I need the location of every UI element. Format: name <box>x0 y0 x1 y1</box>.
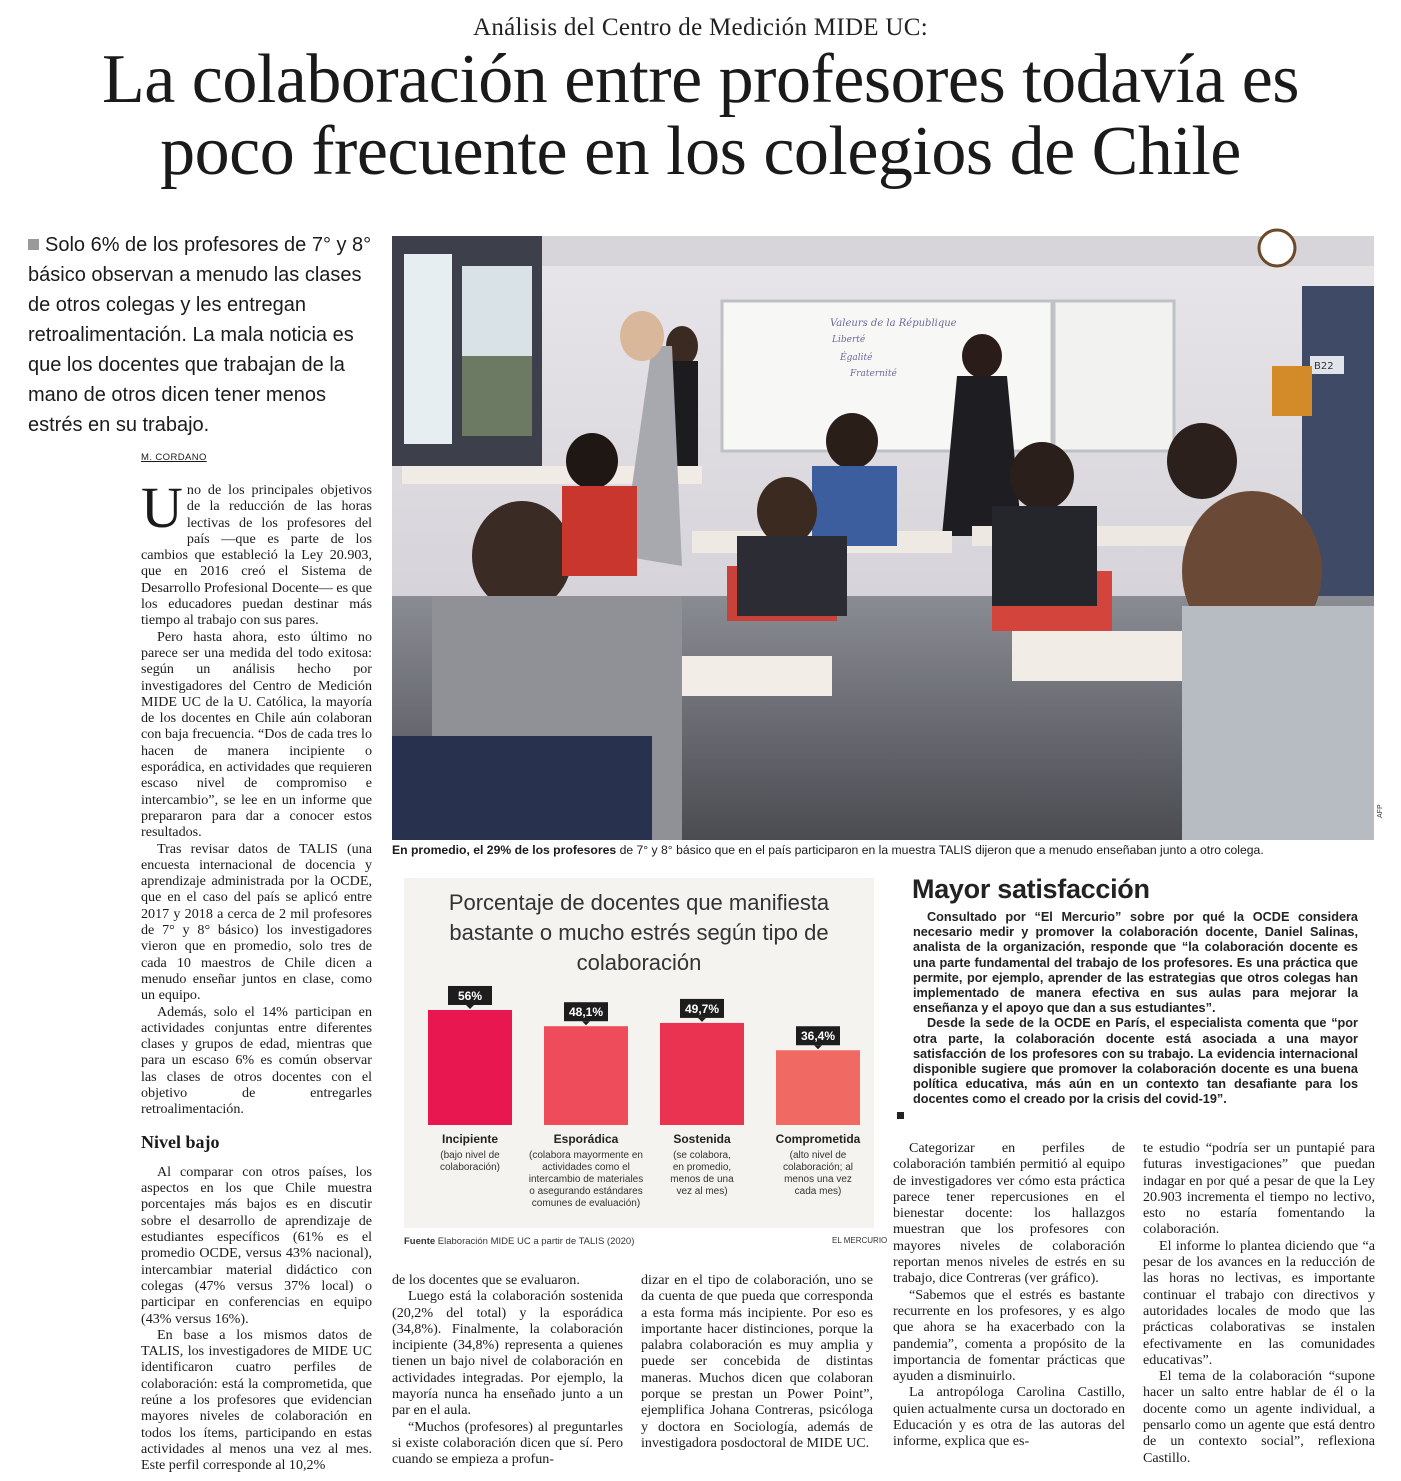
bar-chart <box>404 970 874 1130</box>
category-note-line: actividades como el <box>542 1162 630 1173</box>
photo-caption-bold: En promedio, el 29% de los profesores <box>392 843 617 857</box>
category-comprometida <box>768 1132 868 1198</box>
data-label: 49,7% <box>684 1001 720 1016</box>
category-note-line: (alto nivel de <box>789 1150 847 1161</box>
photo-credit: AFP <box>1377 804 1384 818</box>
chart-source <box>404 1236 634 1247</box>
chart-title-line-2: bastante o mucho estrés según tipo de <box>449 920 829 945</box>
sidebar-paragraph-2: Desde la sede de la OCDE en París, el especialista comenta que “por otra parte, la colaboración docente está asociada a una mayor satisfacción de los profesores con su trabajo. La evidencia internacional disponible sugiere que promover la colaboración docente es una buena política educativa, más aún en un contexto tan desafiante para los docentes como el creado por la crisis del covid-19”. <box>913 1016 1358 1107</box>
category-incipiente <box>420 1132 520 1174</box>
category-esporádica <box>516 1132 656 1210</box>
board-item-1: Liberté <box>832 335 866 345</box>
col1-paragraph-4: Además, solo el 14% participan en actividades conjuntas entre diferentes clases y grupos de edad, mientras que para un escaso 6% es común observar las clases de otros docentes con el objetivo de entregarles retroalimentación. <box>141 1003 372 1118</box>
headline-line-2: poco frecuente en los colegios de Chile <box>160 113 1241 190</box>
category-note <box>516 1150 656 1210</box>
category-note-line: colaboración) <box>439 1162 501 1173</box>
chart-publisher: EL MERCURIO <box>832 1236 888 1245</box>
category-note-line: o asegurando estándares <box>529 1186 643 1197</box>
data-label: 48,1% <box>568 1005 604 1020</box>
col4-paragraph-3: La antropóloga Carolina Castillo, quien actualmente cursa un doctorado en Educación y es otra de las autoras del informe, explica que es- <box>893 1384 1125 1450</box>
category-note-line: colaboración; al <box>782 1162 854 1173</box>
data-label-pointer <box>698 1018 706 1022</box>
category-note-line: (se colabora, <box>673 1150 731 1161</box>
col2-paragraph-2: Luego está la colaboración sostenida (20,2% del total) y la esporádica (34,8%). Finalmente, la colaboración incipiente (34,8%) representa a quienes tienen un bajo nivel de colaboración en actividades integradas. Por ejemplo, la mayoría nunca ha enseñado junto a un par en el aula. <box>392 1288 623 1419</box>
data-label: 56% <box>457 988 483 1003</box>
col1-paragraph-3: Tras revisar datos de TALIS (una encuesta internacional de docencia y aprendizaje administrada por la OCDE, que en el caso del país se aplicó entre 2017 y 2018 a cerca de 2 mil profesores de 7° y 8° básico) los investigadores vieron que en promedio, solo tres de cada 10 maestros de Chile dicen a menudo enseñar juntos en clase, como un equipo. <box>141 840 372 1004</box>
category-note <box>768 1150 868 1198</box>
col1-paragraph-2: Pero hasta ahora, esto último no parece ser una medida del todo exitosa: según un análisis hecho por investigadores del Centro de Medición MIDE UC de la U. Católica, la mayoría de los docentes en Chile aún colaboran con baja frecuencia. “Dos de cada tres lo hacen de manera incipiente o esporádica, en actividades que requieren escaso nivel de compromiso e intercambio”, se lee en un informe que prepararon para dar a conocer estos resultados. <box>141 628 372 841</box>
end-square-icon <box>897 1112 904 1119</box>
category-note-line: comunes de evaluación) <box>531 1198 641 1209</box>
category-note-line: menos de una <box>670 1174 734 1185</box>
col4-paragraph-2: “Sabemos que el estrés es bastante recurrente en los profesores, y es algo que ahora se ha exacerbado con la pandemia”, comenta a propósito de la importancia de fomentar prácticas que ayuden a disminuirlo. <box>893 1286 1125 1385</box>
drop-cap: U <box>141 475 183 540</box>
article-column-1 <box>141 475 372 1474</box>
bar-esporádica <box>544 1026 628 1125</box>
chart-source-label: Fuente <box>404 1236 436 1247</box>
kicker: Análisis del Centro de Medición MIDE UC: <box>473 14 928 41</box>
article-column-5 <box>1143 1140 1375 1466</box>
bar-comprometida <box>776 1050 860 1125</box>
chart-title-line-3: colaboración <box>576 950 702 975</box>
byline: M. CORDANO <box>141 452 207 463</box>
category-note-line: vez al mes) <box>676 1186 728 1197</box>
category-label: Incipiente <box>441 1132 498 1146</box>
classroom-photo <box>392 236 1374 840</box>
board-item-2: Égalité <box>840 353 873 363</box>
category-label: Esporádica <box>553 1132 619 1146</box>
classroom-illustration <box>392 236 1374 840</box>
subhead-nivel-bajo: Nivel bajo <box>141 1131 220 1152</box>
col2-paragraph-3: “Muchos (profesores) al preguntarles si existe colaboración dicen que sí. Pero cuando se empieza a profun- <box>392 1418 623 1468</box>
sidebar-title: Mayor satisfacción <box>912 874 1150 904</box>
category-note-line: en promedio, <box>672 1162 732 1173</box>
col5-paragraph-2: El informe lo plantea diciendo que “a pesar de los avances en la reducción de las horas no lectivas, es importante continuar el trabajo con directivos y autoridades locales de modo que las prácticas colaborativas se instalen efectivamente en las comunidades educativas”. <box>1143 1237 1375 1368</box>
category-note <box>652 1150 752 1198</box>
col5-paragraph-3: El tema de la colaboración “supone hacer un salto entre hablar de él o la docente como un agente individual, a pensarlo como un agente que está dentro de un contexto social”, reflexiona Castillo. <box>1143 1368 1375 1466</box>
data-label-pointer <box>814 1045 822 1049</box>
article-column-2 <box>392 1272 623 1468</box>
bar-sostenida <box>660 1023 744 1125</box>
lead-summary <box>28 230 380 440</box>
col1-paragraph-5: Al comparar con otros países, los aspectos en los que Chile muestra porcentajes más bajos es en discutir sobre el desarrollo de aprendizaje de estudiantes específicos (61% es el promedio OCDE, versus 43% nacional), intercambiar material didáctico con colegas (47% versus 37% local) o participar en conferencias en equipo (43% versus 16%). <box>141 1163 372 1327</box>
category-sostenida <box>652 1132 752 1198</box>
sidebar-text <box>913 910 1358 1108</box>
photo-caption-rest: de 7° y 8° básico que en el país participaron en la muestra TALIS dijeron que a menudo enseñaban junto a otro colega. <box>616 843 1264 857</box>
chart-source-text: Elaboración MIDE UC a partir de TALIS (2020) <box>437 1236 635 1247</box>
category-label: Sostenida <box>673 1132 731 1146</box>
data-label-pointer <box>582 1021 590 1025</box>
col1-paragraph-6: En base a los mismos datos de TALIS, los investigadores de MIDE UC identificaron cuatro perfiles de colaboración: está la comprometida, que reúne a los profesores que evidencian mayores niveles de colaboración en todos los ítems, participando en estas actividades al menos una vez al mes. Este perfil corresponde al 10,2% <box>141 1326 372 1474</box>
chart-title <box>404 888 874 978</box>
category-label: Comprometida <box>775 1132 861 1146</box>
article-column-3 <box>641 1272 873 1451</box>
door-label: B22 <box>1314 361 1334 372</box>
col1-paragraph-1: Uno de los principales objetivos de la reducción de las horas lectivas de los profesores del país —que es parte de los cambios que estableció la Ley 20.903, que en 2016 creó el Sistema de Desarrollo Profesional Docente— es que los educadores puedan destinar más tiempo al trabajo con sus pares. <box>141 475 372 629</box>
category-note-line: (bajo nivel de <box>440 1150 500 1161</box>
category-note-line: intercambio de materiales <box>528 1174 644 1185</box>
col3-paragraph-1: dizar en el tipo de colaboración, uno se da cuenta de que pueda que corresponda a esta forma más incipiente. Por eso es importante hacer distinciones, porque la palabra colaboración es muy amplia y puede ser concebida de distintas maneras. Muchos dicen que colaboran porque se prestan un Power Point”, ejemplifica Johana Contreras, psicóloga y doctora en Sociología, además de investigadora posdoctoral de MIDE UC. <box>641 1272 873 1451</box>
data-label: 36,4% <box>800 1029 836 1044</box>
col5-paragraph-1: te estudio “podría ser un puntapié para futuras investigaciones” que puedan indagar en por qué a pesar de que la Ley 20.903 incrementa el tiempo no lectivo, esto no estaría fomentando la colaboración. <box>1143 1140 1375 1238</box>
headline-line-1: La colaboración entre profesores todavía es <box>101 41 1300 118</box>
lead-text: Solo 6% de los profesores de 7° y 8° básico observan a menudo las clases de otros colegas y les entregan retroalimentación. La mala noticia es que los docentes que trabajan de la mano de otros dicen tener menos estrés en su trabajo. <box>28 234 372 436</box>
category-note-line: menos una vez <box>784 1174 852 1185</box>
category-note <box>420 1150 520 1174</box>
data-label-pointer <box>466 1005 474 1009</box>
bullet-square-icon <box>28 239 39 250</box>
headline <box>30 41 1371 190</box>
board-item-3: Fraternité <box>850 369 897 379</box>
chart-title-line-1: Porcentaje de docentes que manifiesta <box>448 890 830 915</box>
bar-incipiente <box>428 1010 512 1125</box>
category-note-line: cada mes) <box>794 1186 842 1197</box>
category-note-line: (colabora mayormente en <box>529 1150 643 1161</box>
sidebar-paragraph-1: Consultado por “El Mercurio” sobre por qué la OCDE considera necesario medir y promover la colaboración docente, Daniel Salinas, analista de la organización, responde que “la colaboración docente es una parte fundamental del trabajo de los profesores. Es una práctica que permite, por ejemplo, aprender de las estrategias que otros colegas han implementado de manera efectiva en sus aulas para mejorar la enseñanza y el apoyo que dan a sus estudiantes”. <box>913 910 1358 1016</box>
article-column-4 <box>893 1140 1125 1450</box>
photo-caption <box>392 843 1374 857</box>
col2-paragraph-1: de los docentes que se evaluaron. <box>392 1272 580 1288</box>
board-title: Valeurs de la République <box>830 318 957 329</box>
col4-paragraph-1: Categorizar en perfiles de colaboración también permitió al equipo de investigadores ver cómo esta práctica parece tener repercusiones en el bienestar docente: los hallazgos muestran que los profesores con mayores niveles de colaboración reportan menos niveles de estrés en su trabajo, dice Contreras (ver gráfico). <box>893 1140 1125 1287</box>
